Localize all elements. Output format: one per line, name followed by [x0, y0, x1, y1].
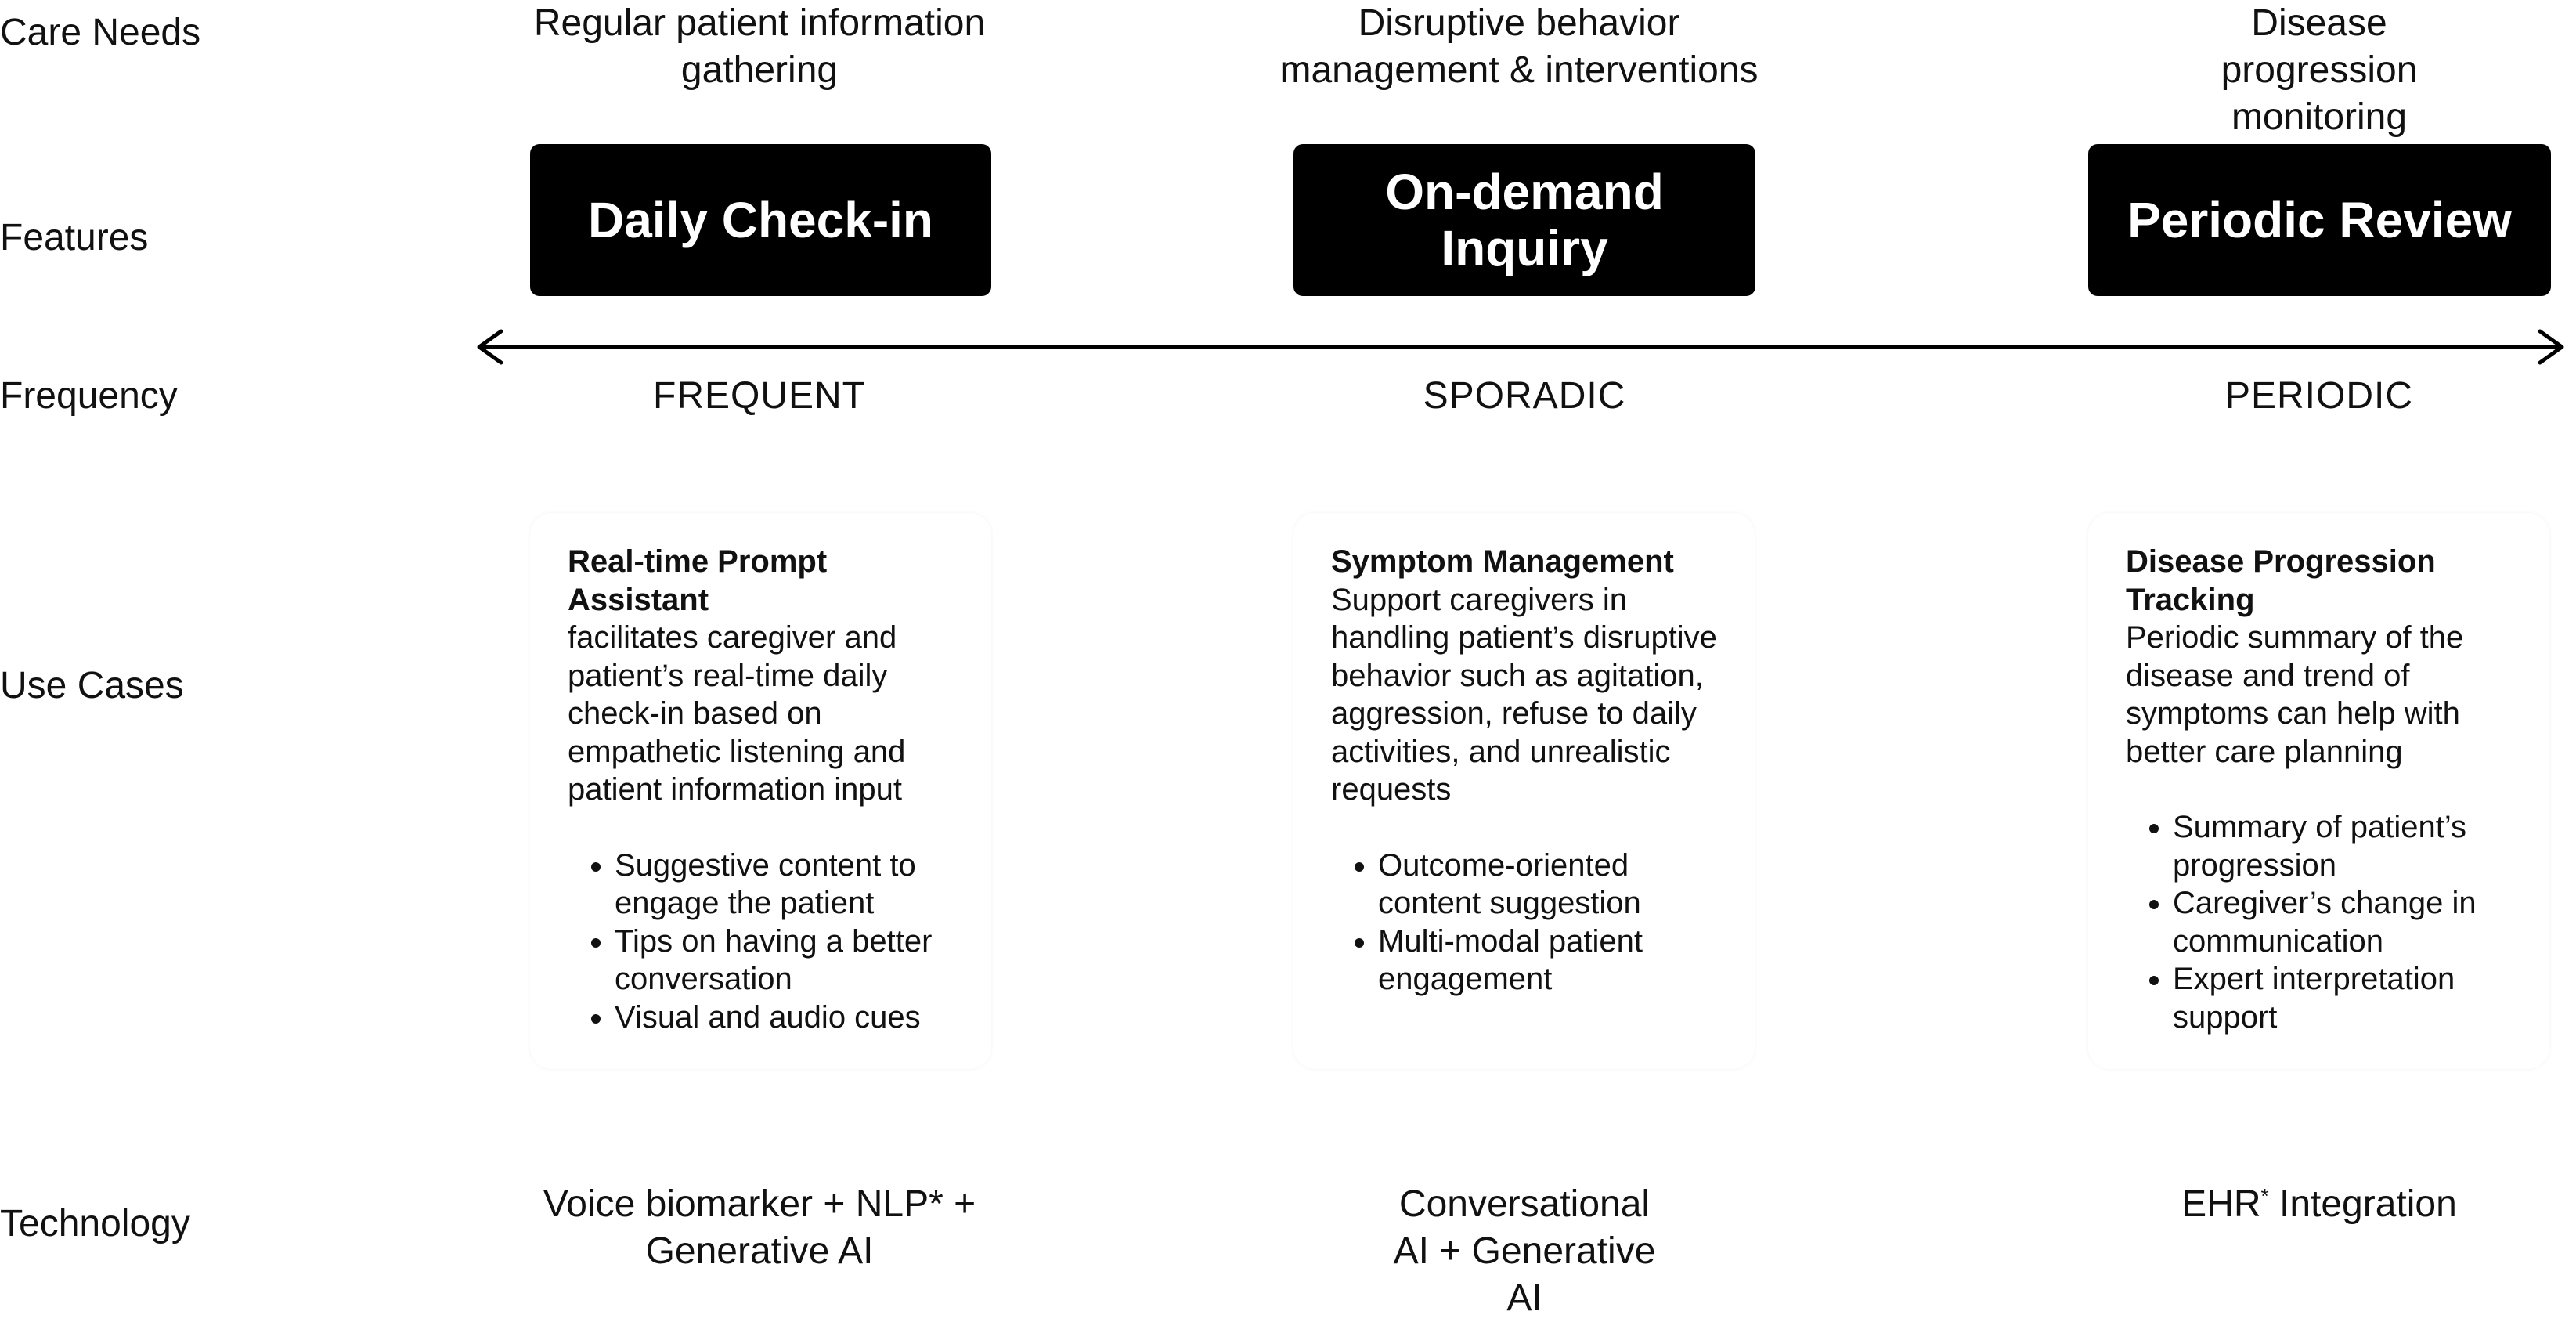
list-item: • Summary of patient’s progression [2173, 808, 2512, 884]
feature-box-periodic-review [2088, 144, 2551, 296]
use-case-bullets [1331, 847, 1717, 999]
row-label-technology: Technology [0, 1203, 190, 1244]
feature-label: On-demand Inquiry [1385, 164, 1664, 276]
list-item: • Suggestive content to engage the patient [615, 847, 954, 923]
technology-label: Voice biomarker + NLP* + Generative AI [543, 1183, 976, 1272]
use-case-description: Support caregivers in handling patient’s disruptive behavior such as agitation, aggression, refuse to daily activities, and unrealistic requests [1331, 582, 1717, 807]
row-label-frequency: Frequency [0, 375, 178, 417]
frequency-label: FREQUENT [653, 375, 866, 417]
list-item: • Expert interpretation support [2173, 960, 2512, 1036]
technology-rest: Integration [2268, 1183, 2457, 1225]
row-label-care-needs: Care Needs [0, 12, 201, 53]
row-label-features: Features [0, 217, 149, 258]
use-case-description: facilitates caregiver and patient’s real-time daily check-in based on empathetic listening and patient information input [568, 620, 906, 807]
list-item: • Visual and audio cues [615, 999, 954, 1037]
frequency-label: PERIODIC [2224, 375, 2414, 417]
list-item: • Multi-modal patient engagement [1378, 923, 1717, 999]
use-case-card [1293, 513, 1755, 1069]
care-need: Disease progression monitoring [2221, 2, 2418, 138]
list-item: • Caregiver’s change in communication [2173, 884, 2512, 960]
feature-box-on-demand-inquiry [1293, 144, 1755, 296]
technology-main: EHR [2181, 1183, 2261, 1225]
care-need: Regular patient information gathering [533, 2, 986, 91]
technology-label: Conversational AI + Generative AI [1393, 1183, 1656, 1319]
use-case-card [2088, 513, 2549, 1069]
care-need: Disruptive behavior management & interventions [1279, 2, 1759, 91]
use-case-title: Symptom Management [1331, 544, 1674, 579]
frequency-label: SPORADIC [1423, 375, 1626, 417]
technology-label [2040, 1181, 2576, 1228]
use-case-title: Disease Progression Tracking [2126, 544, 2436, 617]
feature-label: Daily Check-in [587, 192, 934, 248]
use-case-description: Periodic summary of the disease and trend of symptoms can help with better care planning [2126, 620, 2464, 769]
use-case-bullets [2126, 808, 2512, 1036]
use-case-bullets [568, 847, 954, 1037]
feature-label: Periodic Review [2127, 192, 2512, 248]
technology-footnote-mark: * [2260, 1184, 2269, 1208]
use-case-card [530, 513, 991, 1069]
use-case-title: Real-time Prompt Assistant [568, 544, 828, 617]
feature-box-daily-check-in [530, 144, 991, 296]
list-item: • Tips on having a better conversation [615, 923, 954, 999]
row-label-use-cases: Use Cases [0, 665, 184, 706]
list-item: • Outcome-oriented content suggestion [1378, 847, 1717, 923]
